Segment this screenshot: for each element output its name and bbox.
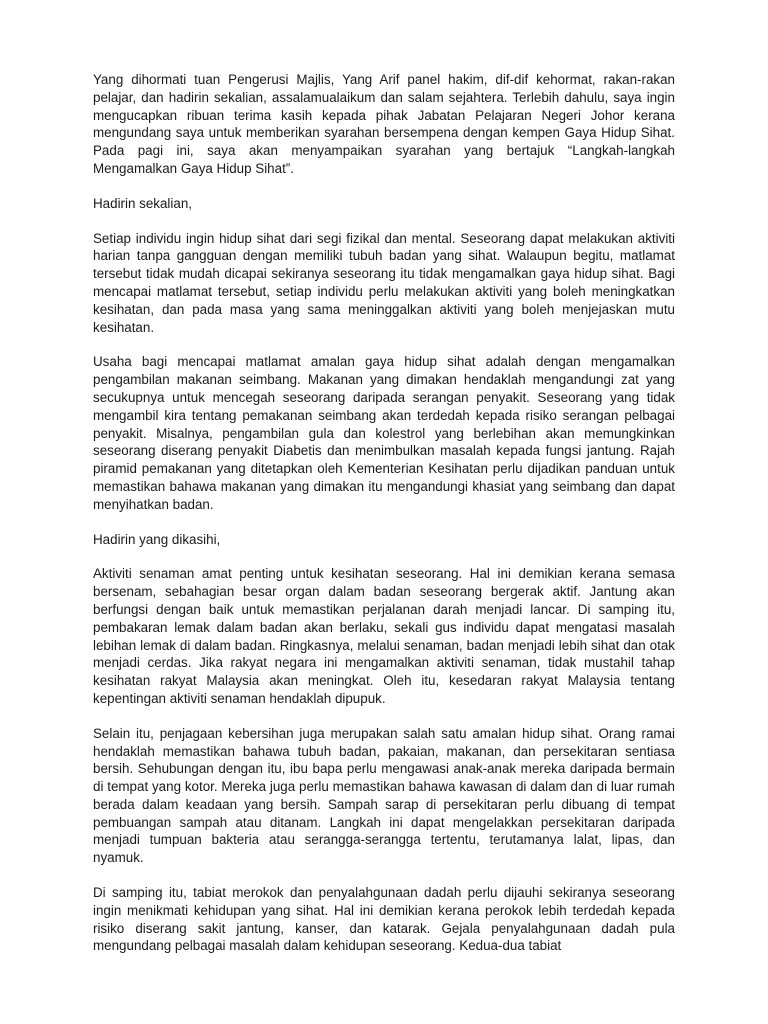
- salutation-hadirin-dikasihi: Hadirin yang dikasihi,: [93, 531, 221, 547]
- paragraph-balanced-diet: Usaha bagi mencapai matlamat amalan gaya hidup sihat adalah dengan mengamalkan pengambilan makanan seimbang. Makanan yang dimakan hendaklah mengandungi zat yang secukupnya untuk mencegah seseorang daripada serangan penyakit. Seseorang yang tidak mengambil kira tentang pemakanan seimbang akan terdedah kepada risiko serangan pelbagai penyakit. Misalnya, pengambilan gula dan kolestrol yang berlebihan akan memungkinkan seseorang diserang penyakit Diabetis dan menimbulkan masalah kepada fungsi jantung. Rajah piramid pemakanan yang ditetapkan oleh Kementerian Kesihatan perlu dijadikan panduan untuk memastikan bahawa makanan yang dimakan itu mengandungi khasiat yang seimbang dan dapat menyihatkan badan.: [93, 354, 675, 512]
- intro-paragraph: Yang dihormati tuan Pengerusi Majlis, Yang Arif panel hakim, dif-dif kehormat, rakan-rakan pelajar, dan hadirin sekalian, assalamualaikum dan salam sejahtera. Terlebih dahulu, saya ingin mengucapkan ribuan terima kasih kepada pihak Jabatan Pelajaran Negeri Johor kerana mengundang saya untuk memberikan syarahan bersempena dengan kempen Gaya Hidup Sihat. Pada pagi ini, saya akan menyampaikan syarahan yang bertajuk “Langkah-langkah Mengamalkan Gaya Hidup Sihat”.: [93, 72, 675, 176]
- paragraph-smoking-drugs: Di samping itu, tabiat merokok dan penyalahgunaan dadah perlu dijauhi sekiranya seseorang ingin menikmati kehidupan yang sihat. Hal ini demikian kerana perokok lebih terdedah kepada risiko diserang sakit jantung, kanser, dan katarak. Gejala penyalahgunaan dadah pula mengundang pelbagai masalah dalam kehidupan seseorang. Kedua-dua tabiat: [93, 885, 675, 954]
- paragraph-exercise: Aktiviti senaman amat penting untuk kesihatan seseorang. Hal ini demikian kerana semasa bersenam, sebahagian besar organ dalam badan seseorang bergerak aktif. Jantung akan berfungsi dengan baik untuk memastikan perjalanan darah menjadi lancar. Di samping itu, pembakaran lemak dalam badan akan berlaku, sekali gus individu dapat mengatasi masalah lebihan lemak di dalam badan. Ringkasnya, melalui senaman, badan menjadi lebih sihat dan otak menjadi cerdas. Jika rakyat negara ini mengamalkan aktiviti senaman, tidak mustahil tahap kesihatan rakyat Malaysia akan meningkat. Oleh itu, kesedaran rakyat Malaysia tentang kepentingan aktiviti senaman hendaklah dipupuk.: [93, 566, 675, 706]
- document-page: [93, 71, 675, 972]
- salutation-hadirin-sekalian: Hadirin sekalian,: [93, 195, 192, 211]
- paragraph-healthy-living: Setiap individu ingin hidup sihat dari segi fizikal dan mental. Seseorang dapat melakukan aktiviti harian tanpa gangguan dengan memiliki tubuh badan yang sihat. Walaupun begitu, matlamat tersebut tidak mudah dicapai sekiranya seseorang itu tidak mengamalkan gaya hidup sihat. Bagi mencapai matlamat tersebut, setiap individu perlu melakukan aktiviti yang boleh meningkatkan kesihatan, dan pada masa yang sama meninggalkan aktiviti yang boleh menjejaskan mutu kesihatan.: [93, 230, 675, 335]
- paragraph-cleanliness: Selain itu, penjagaan kebersihan juga merupakan salah satu amalan hidup sihat. Orang ramai hendaklah memastikan bahawa tubuh badan, pakaian, makanan, dan persekitaran sentiasa bersih. Sehubungan dengan itu, ibu bapa perlu mengawasi anak-anak mereka daripada bermain di tempat yang kotor. Mereka juga perlu memastikan bahawa kawasan di dalam dan di luar rumah berada dalam keadaan yang bersih. Sampah sarap di persekitaran perlu dibuang di tempat pembuangan sampah atau ditanam. Langkah ini dapat mengelakkan persekitaran daripada menjadi tumpuan bakteria atau serangga-serangga tertentu, terutamanya lalat, lipas, dan nyamuk.: [93, 725, 675, 866]
